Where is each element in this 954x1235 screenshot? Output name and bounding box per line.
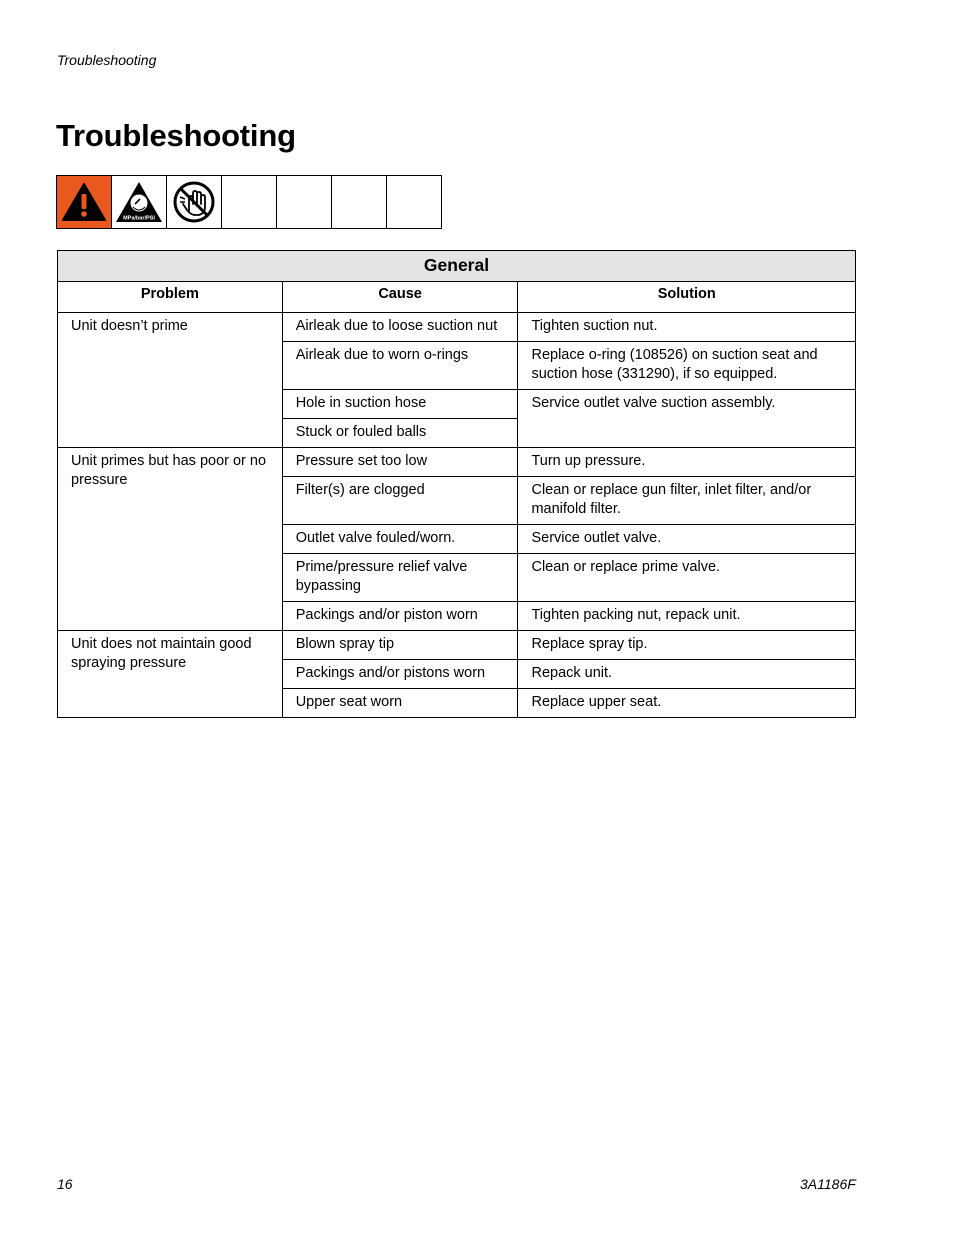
solution-cell: Replace o-ring (108526) on suction seat and suction hose (331290), if so equipped. <box>518 342 856 390</box>
table-row <box>58 313 856 342</box>
cause-cell: Packings and/or pistons worn <box>282 660 518 689</box>
no-hand-near-tip-icon <box>172 180 216 224</box>
pressure-relief-gauge-icon <box>114 180 164 224</box>
hazard-icon-strip <box>56 175 442 229</box>
solution-cell: Replace upper seat. <box>518 689 856 718</box>
cause-cell: Stuck or fouled balls <box>282 419 518 448</box>
cause-cell: Blown spray tip <box>282 631 518 660</box>
problem-cell: Unit doesn’t prime <box>58 313 283 448</box>
column-header-problem: Problem <box>58 282 283 313</box>
gauge-unit-label: MPa/bar/PSI <box>123 215 155 222</box>
table-row <box>58 631 856 660</box>
page-title: Troubleshooting <box>56 118 296 153</box>
cause-cell: Filter(s) are clogged <box>282 477 518 525</box>
warning-icon-cell <box>57 176 112 228</box>
solution-cell: Repack unit. <box>518 660 856 689</box>
cause-cell: Outlet valve fouled/worn. <box>282 525 518 554</box>
cause-cell: Hole in suction hose <box>282 390 518 419</box>
cause-cell: Airleak due to worn o-rings <box>282 342 518 390</box>
solution-cell: Service outlet valve suction assembly. <box>518 390 856 448</box>
page-number: 16 <box>57 1176 73 1192</box>
empty-icon-slot <box>222 176 277 228</box>
empty-icon-slot <box>277 176 332 228</box>
cause-cell: Prime/pressure relief valve bypassing <box>282 554 518 602</box>
warning-triangle-icon <box>61 181 107 223</box>
solution-cell: Replace spray tip. <box>518 631 856 660</box>
cause-cell: Packings and/or piston worn <box>282 602 518 631</box>
column-header-row <box>58 282 856 313</box>
empty-icon-slot <box>387 176 441 228</box>
cause-cell: Pressure set too low <box>282 448 518 477</box>
solution-cell: Tighten packing nut, repack unit. <box>518 602 856 631</box>
no-hand-icon-cell <box>167 176 222 228</box>
document-number: 3A1186F <box>800 1176 856 1192</box>
empty-icon-slot <box>332 176 387 228</box>
solution-cell: Turn up pressure. <box>518 448 856 477</box>
problem-cell: Unit primes but has poor or no pressure <box>58 448 283 631</box>
running-header: Troubleshooting <box>57 52 157 68</box>
column-header-cause: Cause <box>282 282 518 313</box>
troubleshooting-table <box>57 250 856 718</box>
cause-cell: Airleak due to loose suction nut <box>282 313 518 342</box>
solution-cell: Tighten suction nut. <box>518 313 856 342</box>
solution-cell: Clean or replace prime valve. <box>518 554 856 602</box>
section-title: General <box>58 251 856 282</box>
section-header-row <box>58 251 856 282</box>
solution-cell: Service outlet valve. <box>518 525 856 554</box>
table-row <box>58 448 856 477</box>
solution-cell: Clean or replace gun filter, inlet filter, and/or manifold filter. <box>518 477 856 525</box>
cause-cell: Upper seat worn <box>282 689 518 718</box>
problem-cell: Unit does not maintain good spraying pressure <box>58 631 283 718</box>
pressure-icon-cell <box>112 176 167 228</box>
column-header-solution: Solution <box>518 282 856 313</box>
